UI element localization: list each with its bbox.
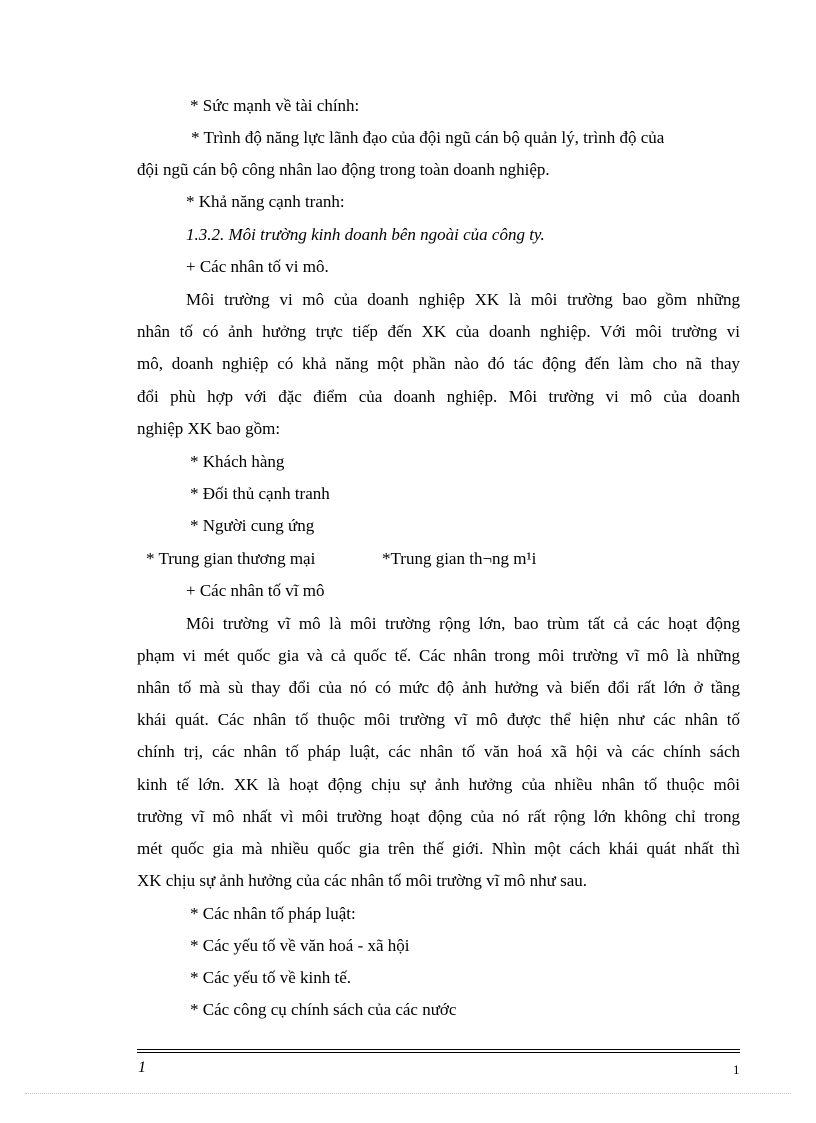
paragraph-line: phạm vi mét quốc gia và cả quốc tế. Các nhân trong môi trường vĩ mô là những [137, 646, 740, 665]
bullet-suppliers: * Người cung ứng [190, 516, 315, 535]
paragraph-line: trường vĩ mô nhất vì môi trường hoạt động của nó rất rộng lớn không chỉ trong [137, 807, 740, 826]
bullet-financial-strength: * Sức mạnh về tài chính: [190, 96, 360, 115]
bullet-trade-intermediaries: * Trung gian thương mại [146, 549, 316, 568]
paragraph-line: nghiệp XK bao gồm: [137, 419, 281, 438]
footer-rule-top [137, 1049, 740, 1050]
bullet-trade-intermediaries-garbled: *Trung gian th¬ng m¹i [382, 549, 537, 568]
bullet-customers: * Khách hàng [190, 452, 285, 471]
bullet-competitors: * Đối thủ cạnh tranh [190, 484, 330, 503]
paragraph-line: nhân tố có ảnh hưởng trực tiếp đến XK của doanh nghiệp. Với môi trường vi [137, 322, 740, 341]
page-number: 1 [733, 1062, 740, 1077]
text-line: đội ngũ cán bộ công nhân lao động trong toàn doanh nghiệp. [137, 160, 550, 179]
bullet-cultural-social: * Các yếu tố về văn hoá - xã hội [190, 936, 410, 955]
subheading-macro-factors: + Các nhân tố vĩ mô [186, 581, 325, 600]
paragraph-line: Môi trường vĩ mô là môi trường rộng lớn, bao trùm tất cả các hoạt động [186, 614, 740, 633]
subheading-micro-factors: + Các nhân tố vi mô. [186, 257, 329, 276]
bullet-economic-factors: * Các yếu tố về kinh tế. [190, 968, 351, 987]
footer-rule-bottom [137, 1052, 740, 1053]
paragraph-line: chính trị, các nhân tố pháp luật, các nhân tố văn hoá xã hội và các chính sách [137, 742, 740, 761]
footer-left-mark: 1 [138, 1059, 146, 1076]
bullet-legal-factors: * Các nhân tố pháp luật: [190, 904, 356, 923]
bullet-competitiveness: * Khả năng cạnh tranh: [186, 192, 345, 211]
paragraph-line: mét quốc gia mà nhiều quốc gia trên thế giới. Nhìn một cách khái quát nhất thì [137, 839, 740, 858]
bullet-leadership-capacity: * Trình độ năng lực lãnh đạo của đội ngũ cán bộ quản lý, trình độ của [191, 128, 665, 147]
paragraph-line: khái quát. Các nhân tố thuộc môi trường vĩ mô được thể hiện như các nhân tố [137, 710, 740, 729]
paragraph-line: Môi trường vi mô của doanh nghiệp XK là môi trường bao gồm những [186, 290, 740, 309]
paragraph-line: XK chịu sự ảnh hưởng của các nhân tố môi trường vĩ mô như sau. [137, 871, 588, 890]
paragraph-line: mô, doanh nghiệp có khả năng một phần nào đó tác động đến làm cho nã thay [137, 354, 740, 373]
section-heading-1-3-2: 1.3.2. Môi trường kinh doanh bên ngoài của công ty. [186, 225, 545, 244]
paragraph-line: nhân tố mà sù thay đổi của nó có mức độ ảnh hưởng và biến đổi rất lớn ở tầng [137, 678, 740, 697]
paragraph-line: đổi phù hợp với đặc điểm của doanh nghiệp. Môi trường vi mô của doanh [137, 387, 740, 406]
page-boundary-dotted-line [25, 1093, 791, 1094]
bullet-policy-tools: * Các công cụ chính sách của các nước [190, 1000, 457, 1019]
paragraph-line: kinh tế lớn. XK là hoạt động chịu sự ảnh hưởng của nhiều nhân tố thuộc môi [137, 775, 740, 794]
